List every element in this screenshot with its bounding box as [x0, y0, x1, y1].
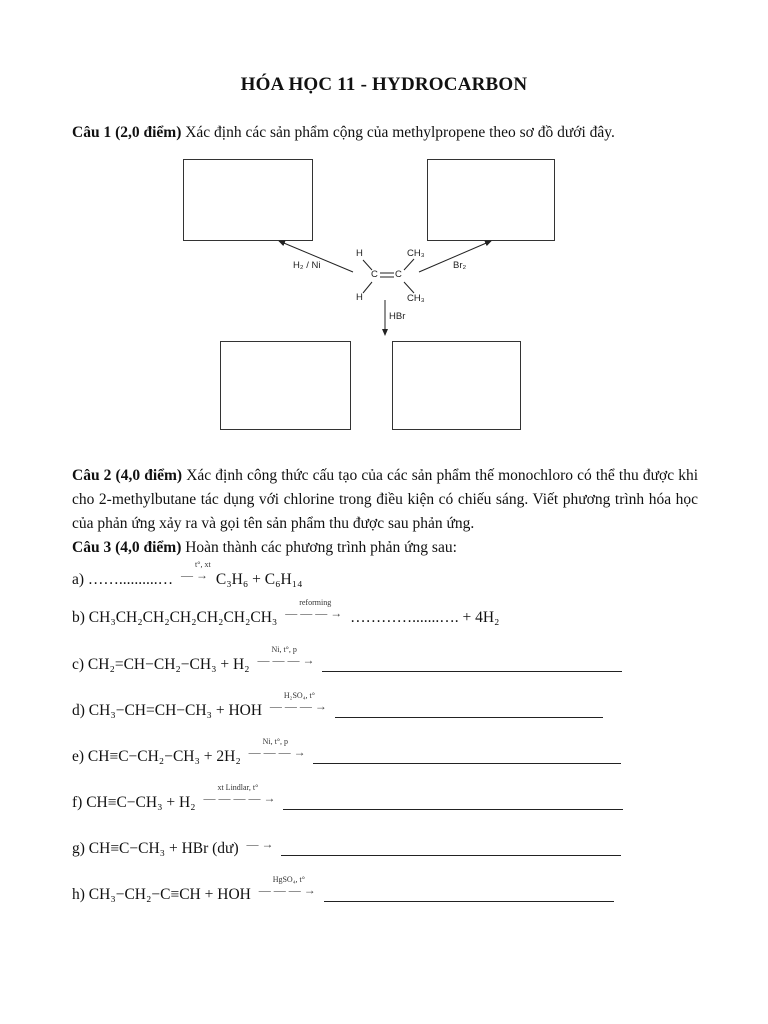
answer-blank-d[interactable] — [335, 703, 603, 718]
scheme-bonds-arrows — [183, 159, 549, 458]
equation-c: c) CH₂=CH−CH₂−CH₃ + H₂ — — — → Ni, t°, p — [72, 656, 622, 674]
arrow-icon: — — — → H₂SO₄, t° — [269, 690, 327, 713]
atom-h-top: H — [356, 248, 363, 259]
question-2 — [72, 464, 698, 536]
question-1-label: Câu 1 (2,0 điểm) — [72, 124, 182, 141]
reagent-br2: Br₂ — [453, 260, 467, 271]
question-3 — [72, 536, 457, 560]
question-3-text: Hoàn thành các phương trình phản ứng sau: — [181, 539, 457, 556]
reagent-h2-ni: H₂ / Ni — [293, 260, 321, 271]
question-1-text: Xác định các sản phẩm cộng của methylpropene theo sơ đồ dưới đây. — [181, 124, 615, 141]
answer-blank-h[interactable] — [324, 887, 614, 902]
answer-blank-e[interactable] — [313, 749, 621, 764]
equation-g: g) CH≡C−CH₃ + HBr (dư) — → — [72, 840, 621, 858]
arrow-icon: — — — → Ni, t°, p — [248, 736, 306, 759]
group-ch3-top: CH₃ — [407, 248, 425, 259]
arrow-icon: — — — → HgSO₄, t° — [258, 874, 316, 897]
question-2-label: Câu 2 (4,0 điểm) — [72, 467, 183, 484]
equation-e: e) CH≡C−CH₂−CH₃ + 2H₂ — — — → Ni, t°, p — [72, 748, 621, 766]
equation-a: a) ……..........… — → t°, xt C₃H₆ + C₆H₁₄ — [72, 559, 303, 588]
reagent-hbr: HBr — [389, 311, 406, 322]
answer-blank-f[interactable] — [283, 795, 623, 810]
group-ch3-bottom: CH₃ — [407, 293, 425, 304]
equation-b: b) CH₃CH₂CH₂CH₂CH₂CH₂CH₃ — — — → reforming ………….......…. + 4H₂ — [72, 597, 500, 626]
atom-c-right: C — [395, 269, 402, 280]
equation-f: f) CH≡C−CH₃ + H₂ — — — — → xt Lindlar, t° — [72, 794, 623, 812]
arrow-icon: — — — → Ni, t°, p — [257, 644, 315, 667]
atom-h-bottom: H — [356, 292, 363, 303]
arrow-icon: — → t°, xt — [181, 559, 211, 582]
arrow-icon: — → — [246, 836, 274, 851]
arrow-icon: — — — → reforming — [285, 597, 343, 620]
reaction-scheme — [183, 159, 549, 458]
question-1 — [72, 121, 615, 145]
atom-c-left: C — [371, 269, 378, 280]
answer-blank-c[interactable] — [322, 657, 622, 672]
arrow-icon: — — — — → xt Lindlar, t° — [203, 782, 276, 805]
question-3-label: Câu 3 (4,0 điểm) — [72, 539, 182, 556]
question-2-text: Xác định công thức cấu tạo của các sản phẩm thế monochloro có thể thu được khi cho 2-methylbutane tác dụng với chlorine trong điều kiện có chiếu sáng. Viết phương trình hóa học của phản ứng xảy ra và gọi tên sản phẩm thu được sau phản ứng. — [72, 467, 698, 532]
answer-blank-g[interactable] — [281, 841, 621, 856]
equation-d: d) CH₃−CH=CH−CH₃ + HOH — — — → H₂SO₄, t° — [72, 702, 603, 720]
page-title: HÓA HỌC 11 - HYDROCARBON — [240, 74, 528, 95]
equation-h: h) CH₃−CH₂−C≡CH + HOH — — — → HgSO₄, t° — [72, 886, 614, 904]
